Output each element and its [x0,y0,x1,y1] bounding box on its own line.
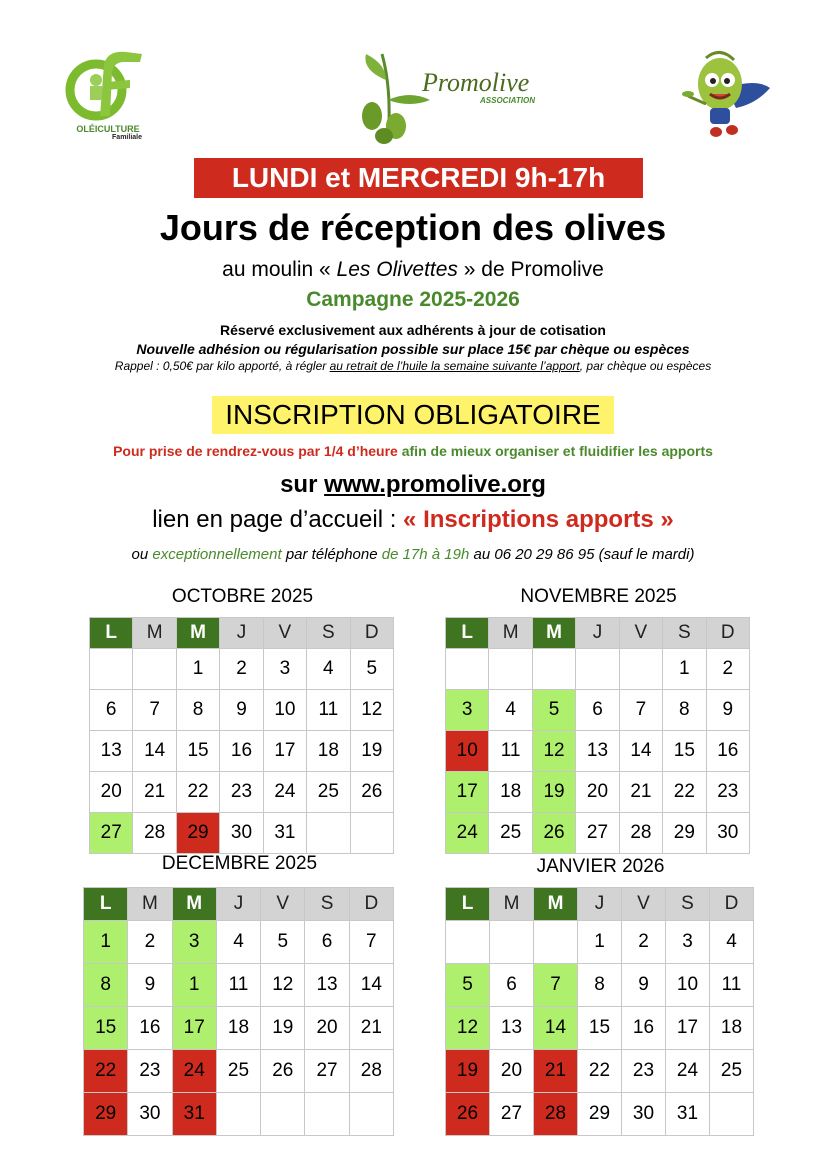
weekday-header: D [710,888,754,921]
phone-g1: exceptionnellement [152,546,282,563]
calendar-cell-day: 30 [128,1093,172,1136]
olive-tree-logo-icon [60,44,156,124]
calendar-cell-day: 4 [710,921,754,964]
calendar-cell-day: 16 [220,731,263,772]
calendar-cell-day: 17 [263,731,306,772]
calendar-cell-day: 20 [576,772,619,813]
weekday-header: M [172,888,216,921]
calendar-cell-empty-day [490,921,534,964]
calendar-cell-day: 9 [128,964,172,1007]
weekday-header: L [446,888,490,921]
week-row [90,690,394,731]
calendar-cell-reception-day: 8 [84,964,128,1007]
calendar-cell-day: 27 [576,813,619,854]
calendar-cell-day: 10 [263,690,306,731]
calendar-cell-reception-day: 26 [532,813,575,854]
weekday-header: L [90,618,133,649]
calendar-cell-reception-day: 19 [532,772,575,813]
weekday-header: D [350,618,393,649]
calendar-cell-reception-day: 1 [84,921,128,964]
promolive-logo [352,50,552,146]
calendar-cell-closed-day: 29 [84,1093,128,1136]
calendar-cell-empty-day [349,1093,393,1136]
mill-name: Les Olivettes [336,258,458,281]
calendar-cell-day: 4 [307,649,350,690]
weekday-header: M [128,888,172,921]
week-row [446,921,754,964]
weekday-header: S [305,888,349,921]
week-row [446,964,754,1007]
price-reminder [0,358,826,374]
weekday-header: M [534,888,578,921]
week-row [84,1050,394,1093]
weekday-header: M [176,618,219,649]
calendar-cell-reception-day: 3 [172,921,216,964]
weekday-header: J [578,888,622,921]
calendar-cell-day: 27 [305,1050,349,1093]
calendar-cell-day: 23 [128,1050,172,1093]
week-row [84,1007,394,1050]
calendar-cell-day: 13 [576,731,619,772]
calendar-cell-day: 2 [128,921,172,964]
campaign-label: Campagne 2025-2026 [306,288,520,311]
week-row [90,731,394,772]
calendar-cell-closed-day: 19 [446,1050,490,1093]
reminder-after: , par chèque ou espèces [579,359,712,373]
calendar-cell-day: 28 [349,1050,393,1093]
calendar-cell-day: 20 [90,772,133,813]
phone-line [0,545,826,565]
weekday-header: V [619,618,662,649]
calendar-cell-empty-day [133,649,176,690]
opening-days-banner: LUNDI et MERCREDI 9h-17h [194,158,643,198]
week-row [84,921,394,964]
calendar-cell-day: 15 [578,1007,622,1050]
weekday-header: S [663,618,706,649]
weekday-header-row [84,888,394,921]
week-row [446,813,750,854]
weekday-header: M [133,618,176,649]
calendar-cell-reception-day: 5 [446,964,490,1007]
month-calendar [83,887,394,1136]
calendar-cell-day: 14 [133,731,176,772]
calendar-cell-day: 30 [220,813,263,854]
week-row [446,1050,754,1093]
calendar-cell-reception-day: 15 [84,1007,128,1050]
calendar-cell-day: 3 [263,649,306,690]
week-row [84,1093,394,1136]
calendar-cell-closed-day: 31 [172,1093,216,1136]
calendar-cell-day: 6 [90,690,133,731]
calendar-cell-closed-day: 28 [534,1093,578,1136]
calendar-cell-empty-day [710,1093,754,1136]
calendar-cell-day: 1 [578,921,622,964]
calendar-cell-reception-day: 24 [446,813,489,854]
promolive-logo-name: Promolive [422,68,530,97]
website-prefix: sur [280,471,325,498]
calendar-cell-day: 6 [576,690,619,731]
calendar-cell-day: 22 [176,772,219,813]
calendar-cell-day: 31 [666,1093,710,1136]
calendar-cell-day: 13 [305,964,349,1007]
calendar-cell-empty-day [446,921,490,964]
calendar-cell-day: 6 [305,921,349,964]
oleiculture-logo [60,44,156,148]
calendar-cell-day: 23 [706,772,749,813]
calendar-cell-day: 26 [350,772,393,813]
week-row [446,731,750,772]
week-row [90,649,394,690]
calendar-cell-day: 28 [619,813,662,854]
calendar-cell-day: 25 [307,772,350,813]
calendar-cell-day: 18 [307,731,350,772]
subtitle-before: au moulin « [222,258,337,281]
mill-subtitle [0,256,826,284]
calendar-cell-empty-day [305,1093,349,1136]
calendar-cell-closed-day: 10 [446,731,489,772]
calendar-cell-day: 19 [261,1007,305,1050]
weekday-header: S [666,888,710,921]
calendar-cell-day: 9 [220,690,263,731]
calendar-cell-day: 29 [578,1093,622,1136]
calendar-cell-day: 27 [490,1093,534,1136]
weekday-header: D [349,888,393,921]
calendar-cell-reception-day: 27 [90,813,133,854]
calendar-cell-day: 8 [578,964,622,1007]
calendar-cell-empty-day [619,649,662,690]
calendar-cell-day: 7 [619,690,662,731]
calendar-cell-day: 20 [490,1050,534,1093]
week-row [446,690,750,731]
calendar-cell-day: 18 [489,772,532,813]
calendar-cell-day: 12 [261,964,305,1007]
month-title: OCTOBRE 2025 [171,586,314,607]
calendar-cell-closed-day: 29 [176,813,219,854]
calendar-cell-day: 11 [710,964,754,1007]
weekday-header-row [90,618,394,649]
calendar-cell-day: 14 [349,964,393,1007]
week-row [84,964,394,1007]
week-row [446,1093,754,1136]
calendar-cell-day: 18 [710,1007,754,1050]
calendar-cell-day: 23 [220,772,263,813]
calendar-cell-day: 8 [663,690,706,731]
calendar-cell-day: 11 [307,690,350,731]
calendar-cell-empty-day [532,649,575,690]
calendar-cell-day: 4 [216,921,260,964]
calendar-cell-day: 7 [349,921,393,964]
calendar-cell-day: 25 [216,1050,260,1093]
calendar-cell-day: 16 [128,1007,172,1050]
calendar-cell-reception-day: 12 [532,731,575,772]
calendar-cell-closed-day: 22 [84,1050,128,1093]
week-row [446,1007,754,1050]
calendar-cell-day: 7 [133,690,176,731]
week-row [90,813,394,854]
calendar-cell-day: 1 [663,649,706,690]
calendar-cell-empty-day [489,649,532,690]
member-note: Réservé exclusivement aux adhérents à jour de cotisation [220,322,606,338]
calendar-cell-day: 4 [489,690,532,731]
month-title: JANVIER 2026 [536,856,665,877]
home-link-prefix: lien en page d’accueil : [152,506,404,533]
appointment-note-red: Pour prise de rendrez-vous par 1/4 d’heure [113,443,398,459]
calendar-cell-empty-day [576,649,619,690]
weekday-header-row [446,618,750,649]
week-row [90,772,394,813]
calendar-cell-day: 9 [622,964,666,1007]
calendar-cell-day: 2 [706,649,749,690]
calendar-cell-day: 13 [490,1007,534,1050]
calendar-cell-reception-day: 5 [532,690,575,731]
month-calendar [89,617,394,854]
calendar-cell-day: 30 [706,813,749,854]
calendar-cell-day: 18 [216,1007,260,1050]
olive-mascot-icon [676,48,774,140]
calendar-cell-day: 28 [133,813,176,854]
oleiculture-logo-line1: OLÉICULTURE [76,124,140,134]
weekday-header: V [622,888,666,921]
weekday-header: V [261,888,305,921]
registration-link-label: « Inscriptions apports » [403,506,674,533]
calendar-cell-reception-day: 12 [446,1007,490,1050]
calendar-cell-closed-day: 26 [446,1093,490,1136]
calendar-cell-day: 10 [666,964,710,1007]
weekday-header: L [84,888,128,921]
calendar-cell-day: 22 [663,772,706,813]
calendar-cell-day: 24 [666,1050,710,1093]
calendar-cell-empty-day [261,1093,305,1136]
calendar-cell-day: 24 [263,772,306,813]
phone-number: au 06 20 29 86 95 (sauf le mardi) [469,546,695,563]
calendar-cell-day: 3 [666,921,710,964]
calendar-cell-empty-day [534,921,578,964]
calendar-cell-empty-day [307,813,350,854]
calendar-cell-reception-day: 3 [446,690,489,731]
appointment-note [0,441,826,461]
promolive-logo-sub: ASSOCIATION [480,96,535,105]
calendar-cell-day: 16 [622,1007,666,1050]
calendar-cell-empty-day [216,1093,260,1136]
appointment-note-green: afin de mieux organiser et fluidifier les apports [397,443,713,459]
calendar-cell-day: 23 [622,1050,666,1093]
website-link[interactable]: www.promolive.org [324,471,546,498]
calendar-cell-empty-day [446,649,489,690]
weekday-header-row [446,888,754,921]
phone-p2: par téléphone [281,546,382,563]
weekday-header: M [490,888,534,921]
weekday-header: L [446,618,489,649]
weekday-header: J [220,618,263,649]
calendar-cell-day: 2 [220,649,263,690]
calendar-cell-day: 30 [622,1093,666,1136]
calendar-cell-day: 14 [619,731,662,772]
calendar-cell-day: 2 [622,921,666,964]
weekday-header: D [706,618,749,649]
calendar-cell-reception-day: 17 [172,1007,216,1050]
month-title: DECEMBRE 2025 [161,853,318,874]
calendar-cell-reception-day: 14 [534,1007,578,1050]
month-title: NOVEMBRE 2025 [520,586,677,607]
calendar-cell-day: 26 [261,1050,305,1093]
calendar-cell-day: 25 [710,1050,754,1093]
calendar-cell-day: 1 [176,649,219,690]
olive-mascot [676,48,774,140]
calendar-cell-day: 15 [176,731,219,772]
week-row [446,772,750,813]
subtitle-after: » de Promolive [457,258,604,281]
calendar-cell-day: 9 [706,690,749,731]
calendar-cell-day: 15 [663,731,706,772]
calendar-cell-day: 12 [350,690,393,731]
calendar-cell-day: 22 [578,1050,622,1093]
weekday-header: J [576,618,619,649]
reminder-before: Rappel : 0,50€ par kilo apporté, à régler [114,359,330,373]
calendar-cell-day: 5 [261,921,305,964]
mandatory-registration-banner: INSCRIPTION OBLIGATOIRE [212,396,614,434]
calendar-cell-day: 20 [305,1007,349,1050]
week-row [446,649,750,690]
calendar-cell-day: 16 [706,731,749,772]
calendar-cell-empty-day [350,813,393,854]
month-calendar [445,887,754,1136]
calendar-cell-day: 21 [133,772,176,813]
new-member-note: Nouvelle adhésion ou régularisation possible sur place 15€ par chèque ou espèces [136,341,690,357]
weekday-header: M [489,618,532,649]
website-line [0,469,826,501]
weekday-header: M [532,618,575,649]
calendar-cell-closed-day: 24 [172,1050,216,1093]
month-calendar [445,617,750,854]
weekday-header: V [263,618,306,649]
calendar-cell-reception-day: 1 [172,964,216,1007]
page-title: Jours de réception des olives [159,207,667,248]
calendar-cell-day: 11 [216,964,260,1007]
weekday-header: J [216,888,260,921]
calendar-cell-reception-day: 7 [534,964,578,1007]
calendar-cell-day: 21 [349,1007,393,1050]
reminder-underlined: au retrait de l’huile la semaine suivante l’apport [329,359,580,373]
calendar-cell-day: 25 [489,813,532,854]
calendar-cell-day: 5 [350,649,393,690]
calendar-cell-closed-day: 21 [534,1050,578,1093]
calendar-cell-day: 6 [490,964,534,1007]
calendar-cell-day: 17 [666,1007,710,1050]
calendar-cell-day: 29 [663,813,706,854]
home-link-line [0,504,826,536]
calendar-cell-reception-day: 17 [446,772,489,813]
phone-p1: ou [131,546,153,563]
weekday-header: S [307,618,350,649]
calendar-cell-empty-day [90,649,133,690]
calendar-cell-day: 19 [350,731,393,772]
calendar-cell-day: 21 [619,772,662,813]
calendar-cell-day: 8 [176,690,219,731]
phone-hours: de 17h à 19h [381,546,470,563]
calendar-cell-day: 31 [263,813,306,854]
oleiculture-logo-line2: Familiale [112,134,142,141]
calendar-cell-day: 11 [489,731,532,772]
calendar-cell-day: 13 [90,731,133,772]
